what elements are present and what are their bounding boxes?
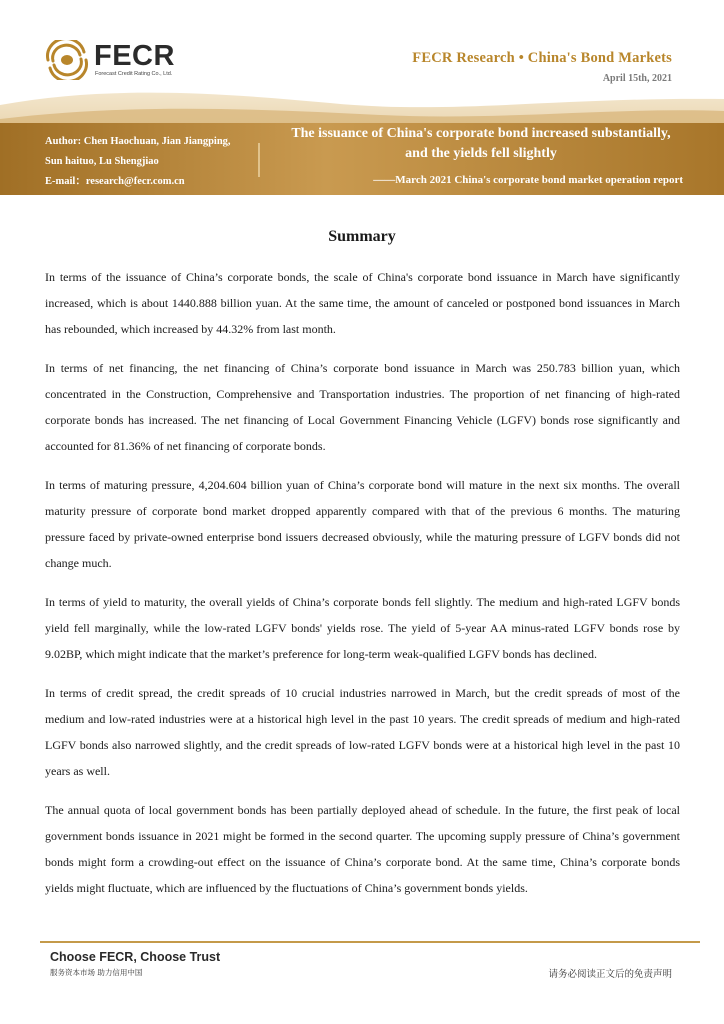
logo-name: FECR: [94, 40, 175, 72]
footer-disclaimer: 请务必阅读正文后的免责声明: [548, 969, 672, 980]
summary-paragraph-credit-spread: In terms of credit spread, the credit spreads of 10 crucial industries narrowed in March, but the credit spreads of most of the medium and low-rated industries were at a historical high level in the past 10 years. The credit spreads of medium and high-rated LGFV bonds also narrowed slightly, and the credit spreads of low-rated LGFV bonds were at a historical high level in the past 10 years as well.: [45, 686, 680, 778]
report-title-line-1: The issuance of China's corporate bond increased substantially,: [291, 126, 671, 141]
footer-slogan: Choose FECR, Choose Trust: [50, 950, 221, 964]
summary-body: [45, 264, 680, 914]
summary-paragraph-outlook: The annual quota of local government bonds has been partially deployed ahead of schedule. In the future, the first peak of local government bonds issuance in 2021 might be formed in the second quarter. The upcoming supply pressure of China’s government bonds might form a crowding-out effect on the issuance of China’s corporate bond. At the same time, China’s corporate bonds yields might fluctuate, which are influenced by the fluctuations of China’s government bonds yields.: [45, 803, 680, 895]
summary-paragraph-net-financing: In terms of net financing, the net financing of China’s corporate bond issuance in March was 250.783 billion yuan, which concentrated in the Construction, Comprehensive and Transportation industries. The proportion of net financing of high-rated corporate bonds has increased. The net financing of Local Government Financing Vehicle (LGFV) bonds rose significantly and accounted for 81.36% of net financing of corporate bonds.: [45, 361, 680, 453]
summary-paragraph-issuance: In terms of the issuance of China’s corporate bonds, the scale of China's corporate bond issuance in March have significantly increased, which is about 1440.888 billion yuan. At the same time, the amount of canceled or postponed bond issuances in March has rebounded, which increased by 44.32% from last month.: [45, 270, 680, 336]
logo-subtitle: Forecast Credit Rating Co., Ltd.: [95, 71, 173, 77]
report-date: April 15th, 2021: [602, 73, 672, 84]
footer-tagline: 服务资本市场 助力信用中国: [50, 968, 143, 977]
footer-divider: [40, 941, 700, 943]
email-line: E-mail：research@fecr.com.cn: [45, 176, 185, 187]
summary-paragraph-yield: In terms of yield to maturity, the overall yields of China’s corporate bonds fell slightly. The medium and high-rated LGFV bonds yield fell marginally, while the low-rated LGFV bonds' yields rose. The yield of 5-year AA minus-rated LGFV bonds rose by 9.02BP, which might indicate that the market’s preference for long-term weak-qualified LGFV bonds has declined.: [45, 595, 680, 661]
report-title: [265, 124, 697, 164]
fecr-logo-icon: [44, 40, 90, 80]
series-title: FECR Research • China's Bond Markets: [412, 50, 672, 66]
report-subtitle: ——March 2021 China's corporate bond market operation report: [373, 174, 683, 186]
summary-paragraph-maturing-pressure: In terms of maturing pressure, 4,204.604 billion yuan of China’s corporate bond will mature in the next six months. The overall maturity pressure of corporate bond market dropped apparently compared with that of the previous 6 months. The maturing pressure faced by private-owned enterprise bond issuers decreased obviously, while the maturing pressure of LGFV bonds did not change much.: [45, 478, 680, 570]
authors-line-2: Sun haituo, Lu Shengjiao: [45, 156, 159, 167]
summary-heading: Summary: [328, 228, 396, 245]
fecr-logo: [44, 40, 214, 84]
authors-line-1: Author: Chen Haochuan, Jian Jiangping,: [45, 136, 231, 147]
author-info: [45, 132, 255, 192]
report-title-line-2: and the yields fell slightly: [405, 146, 557, 161]
